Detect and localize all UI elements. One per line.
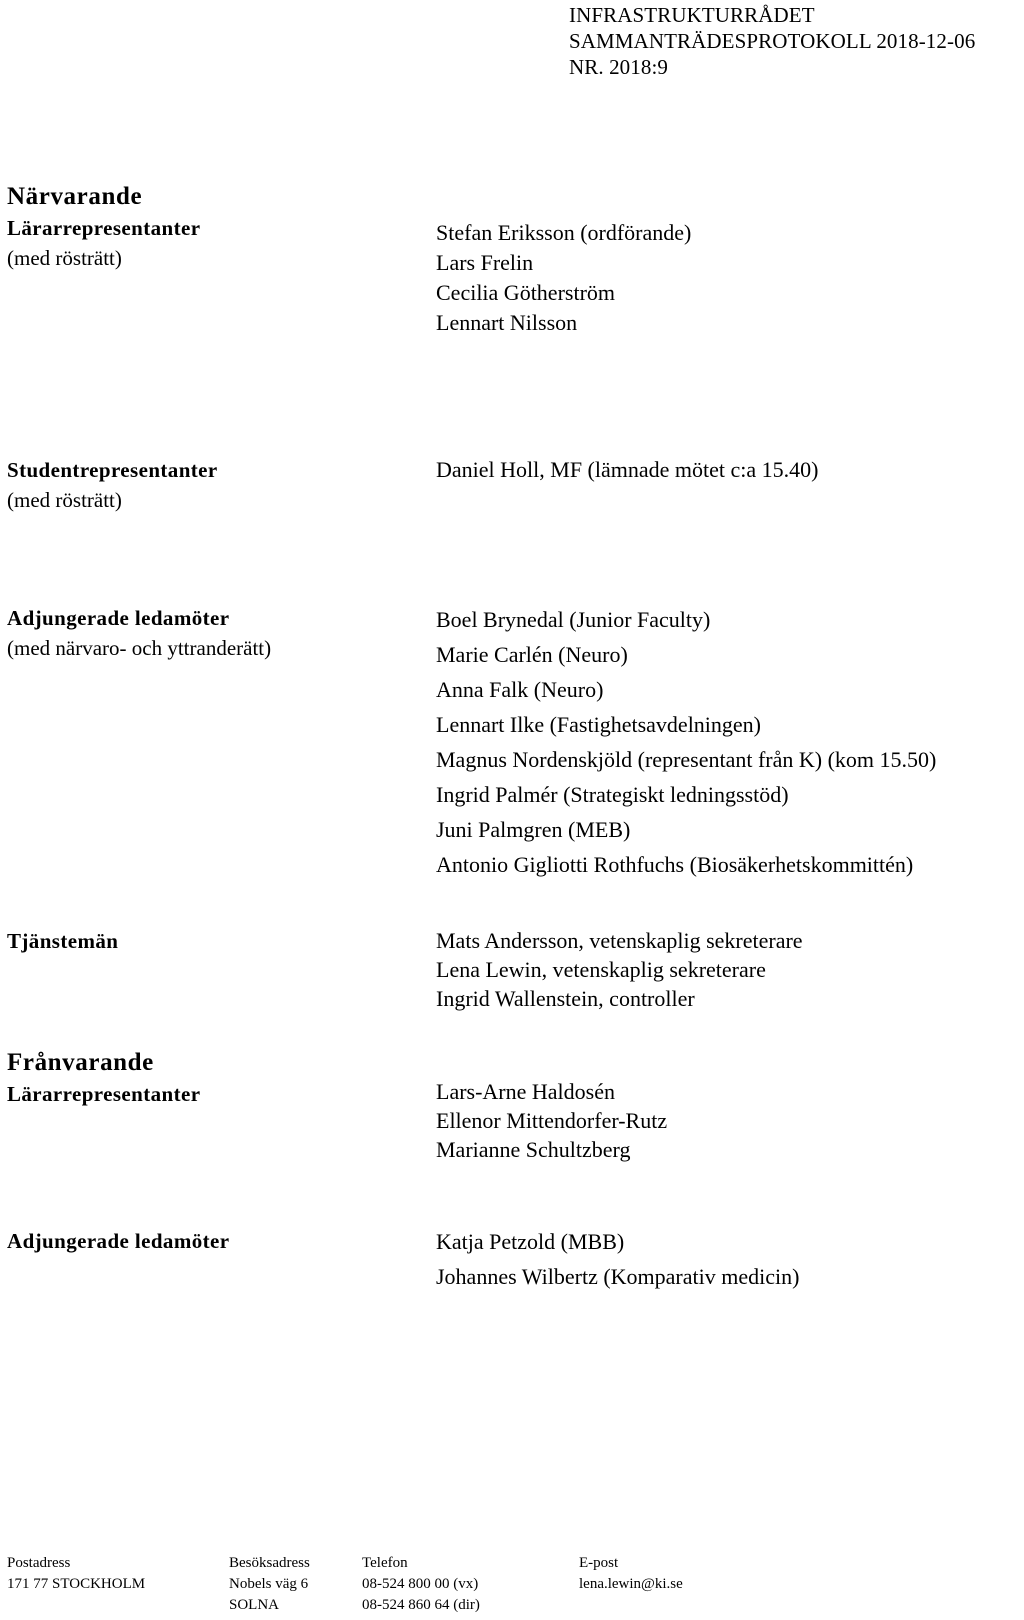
present-students-sub: (med rösträtt) [7, 488, 122, 512]
absent-adjunct-label [7, 1226, 229, 1256]
footer-phone-label: Telefon [362, 1555, 408, 1571]
footer-phone-line: 08-524 800 00 (vx) [362, 1576, 479, 1592]
list-item: Mats Andersson, vetenskaplig sekreterare [436, 928, 803, 953]
footer-visit-line: Nobels väg 6 [229, 1576, 309, 1592]
list-item: Boel Brynedal (Junior Faculty) [436, 607, 711, 632]
list-item: Magnus Nordenskjöld (representant från K) (kom 15.50) [436, 747, 937, 772]
absent-title: Frånvarande [7, 1049, 154, 1076]
list-item: Lennart Nilsson [436, 310, 578, 335]
footer-visit [229, 1553, 310, 1616]
absent-adjunct-heading: Adjungerade ledamöter [7, 1229, 230, 1253]
council-name: INFRASTRUKTURRÅDET [569, 3, 815, 27]
present-adjunct-list [436, 602, 936, 882]
present-title: Närvarande [7, 183, 143, 210]
footer-postal-line: 171 77 STOCKHOLM [7, 1576, 146, 1592]
list-item: Ellenor Mittendorfer-Rutz [436, 1108, 668, 1133]
list-item: Lars-Arne Haldosén [436, 1079, 615, 1104]
footer-phone-line: 08-524 860 64 (dir) [362, 1597, 480, 1613]
list-item: Juni Palmgren (MEB) [436, 817, 631, 842]
list-item: Daniel Holl, MF (lämnade mötet c:a 15.40) [436, 457, 819, 482]
officials-label [7, 926, 118, 956]
list-item: Lennart Ilke (Fastighetsavdelningen) [436, 712, 762, 737]
footer-visit-label: Besöksadress [229, 1555, 310, 1571]
protocol-number: NR. 2018:9 [569, 55, 669, 79]
officials-list [436, 926, 803, 1013]
absent-teachers-list [436, 1077, 667, 1164]
list-item: Anna Falk (Neuro) [436, 677, 604, 702]
list-item: Ingrid Wallenstein, controller [436, 986, 695, 1011]
absent-teachers-heading: Lärarrepresentanter [7, 1082, 201, 1106]
present-teachers-label [7, 181, 200, 273]
present-adjunct-sub: (med närvaro- och yttranderätt) [7, 636, 272, 660]
footer-phone [362, 1553, 480, 1616]
list-item: Marie Carlén (Neuro) [436, 642, 628, 667]
footer-email-link[interactable]: lena.lewin@ki.se [579, 1576, 683, 1592]
list-item: Lars Frelin [436, 250, 534, 275]
list-item: Cecilia Götherström [436, 280, 616, 305]
present-adjunct-heading: Adjungerade ledamöter [7, 606, 230, 630]
protocol-title-date: SAMMANTRÄDESPROTOKOLL 2018-12-06 [569, 29, 976, 53]
absent-teachers-label [7, 1047, 200, 1109]
present-teachers-heading: Lärarrepresentanter [7, 216, 201, 240]
present-students-list [436, 455, 818, 485]
list-item: Ingrid Palmér (Strategiskt ledningsstöd) [436, 782, 789, 807]
list-item: Stefan Eriksson (ordförande) [436, 220, 692, 245]
officials-heading: Tjänstemän [7, 929, 119, 953]
present-teachers-sub: (med rösträtt) [7, 246, 122, 270]
list-item: Katja Petzold (MBB) [436, 1229, 625, 1254]
list-item: Johannes Wilbertz (Komparativ medicin) [436, 1264, 800, 1289]
footer-postal-label: Postadress [7, 1555, 71, 1571]
document-header [569, 2, 975, 80]
present-adjunct-label [7, 603, 271, 663]
list-item: Antonio Gigliotti Rothfuchs (Biosäkerhetskommittén) [436, 852, 914, 877]
present-teachers-list [436, 218, 691, 338]
present-students-heading: Studentrepresentanter [7, 458, 218, 482]
list-item: Marianne Schultzberg [436, 1137, 631, 1162]
footer-email [579, 1553, 683, 1595]
present-students-label [7, 455, 218, 515]
absent-adjunct-list [436, 1224, 799, 1294]
list-item: Lena Lewin, vetenskaplig sekreterare [436, 957, 766, 982]
footer-email-label: E-post [579, 1555, 619, 1571]
footer-visit-line: SOLNA [229, 1597, 280, 1613]
footer-postal [7, 1553, 145, 1595]
